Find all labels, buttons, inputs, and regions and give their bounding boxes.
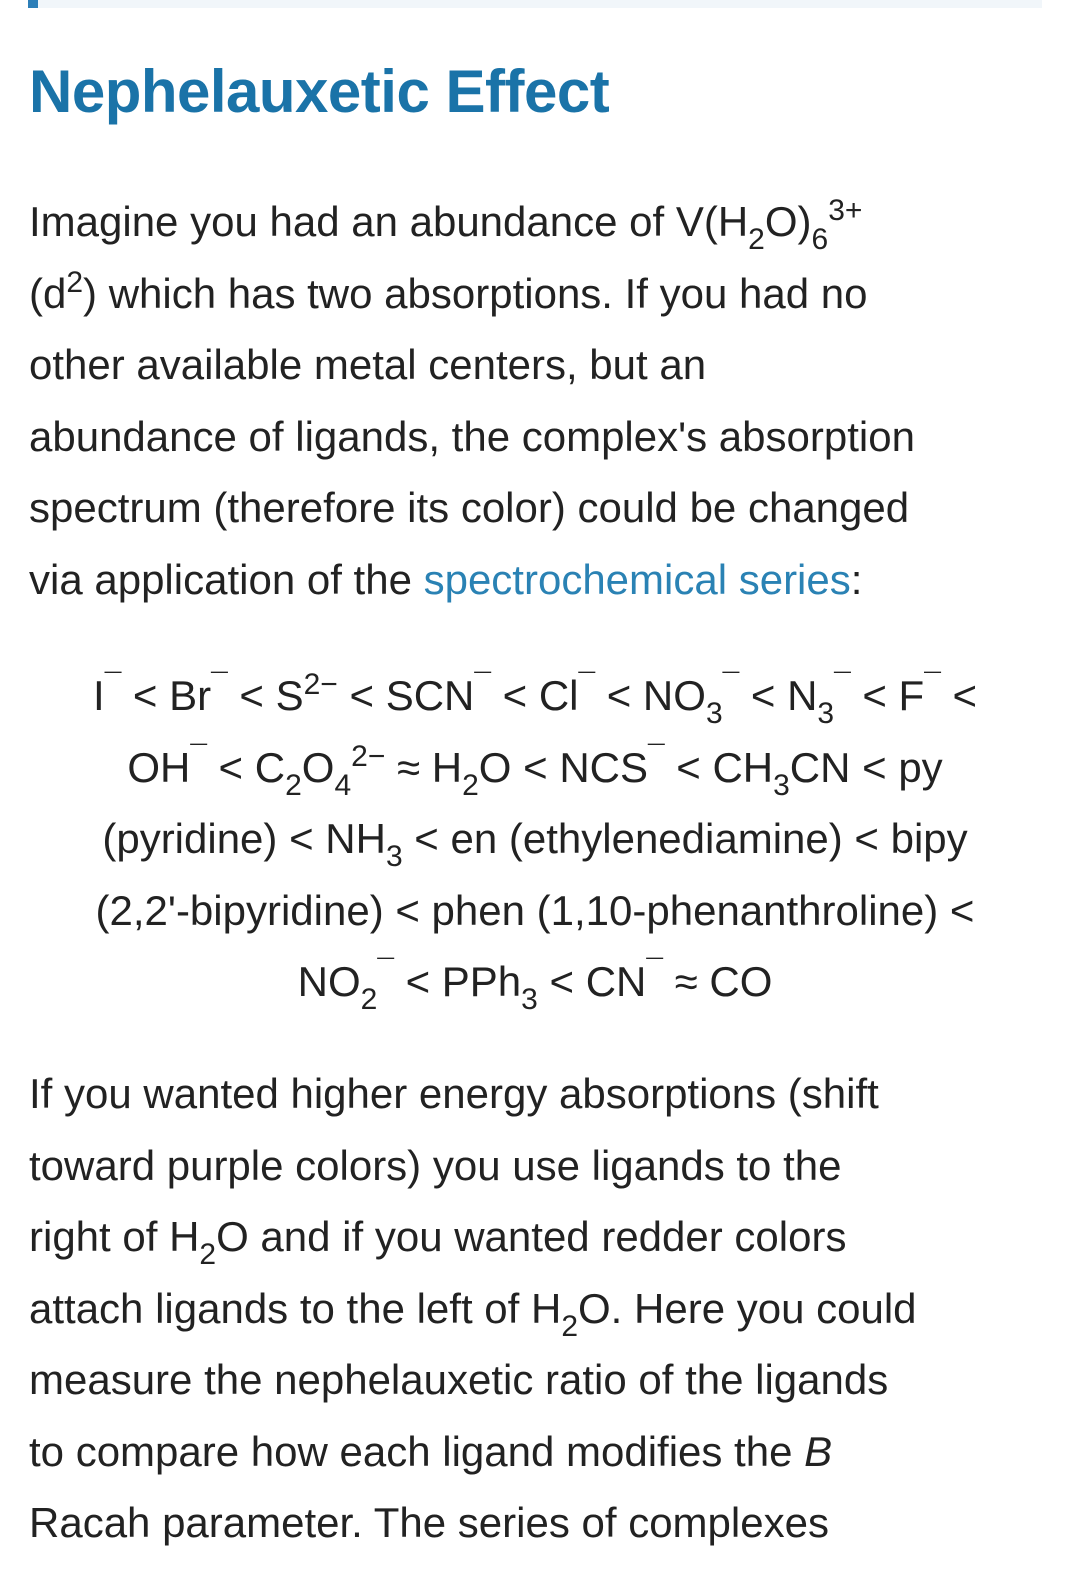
- body-line-1: If you wanted higher energy absorptions (shift: [29, 1070, 879, 1117]
- series-line-5: [30, 946, 1040, 1018]
- subscript: 3: [817, 697, 835, 730]
- spectrochemical-series-link[interactable]: spectrochemical series: [423, 555, 851, 603]
- superscript: ¯: [104, 668, 122, 701]
- series-text: OH: [127, 743, 191, 791]
- intro-line-3: other available metal centers, but an: [29, 341, 707, 388]
- subscript: 3: [773, 768, 790, 802]
- series-text: < N: [739, 672, 818, 719]
- series-text: < PPh: [393, 958, 522, 1005]
- intro-line-5: spectrum (therefore its color) could be changed: [29, 484, 910, 531]
- racah-b-symbol: B: [804, 1427, 833, 1475]
- superscript: ¯: [646, 954, 663, 987]
- superscript: ¯: [474, 668, 491, 701]
- body-line-3: right of $H_2O$ and if you wanted redder colors: [29, 1213, 847, 1271]
- intro-line-6: via application of the spectrochemical series:: [29, 555, 863, 603]
- series-line-2: [30, 732, 1040, 804]
- section-title: Nephelauxetic Effect: [29, 58, 610, 125]
- series-text: O: [301, 743, 335, 791]
- series-line-3: [30, 803, 1040, 875]
- series-text: < Br: [121, 672, 212, 719]
- superscript: 2−: [303, 668, 338, 701]
- series-text: ≈ H: [385, 743, 463, 791]
- body-line-5: measure the nephelauxetic ratio of the ligands: [29, 1356, 889, 1403]
- series-text: < SCN: [337, 672, 475, 719]
- body-line-2: toward purple colors) you use ligands to the: [29, 1141, 842, 1189]
- previous-section-box: [28, 0, 1042, 8]
- subscript: 3: [705, 697, 723, 730]
- subscript: 2: [462, 768, 479, 802]
- series-text: < CH: [664, 743, 774, 791]
- series-text: < Cl: [490, 672, 579, 719]
- superscript: ¯: [834, 668, 851, 701]
- series-text: < en (ethylenediamine) < bipy: [402, 815, 968, 862]
- series-text: (pyridine) < NH: [102, 815, 386, 862]
- series-text: < S: [227, 672, 304, 719]
- intro-line-4: abundance of ligands, the complex's absorption: [29, 412, 915, 460]
- superscript: ¯: [377, 954, 394, 987]
- subscript: 3: [521, 983, 538, 1016]
- series-text: I: [93, 672, 105, 719]
- subscript: 2: [285, 768, 302, 802]
- superscript: ¯: [211, 668, 228, 701]
- subscript: 4: [334, 768, 352, 802]
- spectrochemical-series-block: [30, 660, 1040, 1018]
- series-text: < C: [206, 743, 286, 791]
- superscript: ¯: [190, 739, 207, 773]
- intro-line-2: $(d^2)$ which has two absorptions. If you had no: [29, 265, 868, 317]
- series-line-1: [30, 660, 1040, 732]
- intro-line-1: Imagine you had an abundance of $V(H_2O)_6^{3+}$: [29, 194, 863, 256]
- superscript: ¯: [648, 739, 665, 773]
- series-line-4: [30, 875, 1040, 947]
- superscript: 2−: [351, 739, 386, 773]
- body-line-7: Racah parameter. The series of complexes: [29, 1499, 829, 1546]
- superscript: ¯: [924, 668, 941, 701]
- body-paragraph: [29, 1058, 1054, 1559]
- series-text: < NO: [595, 672, 706, 719]
- series-text: NO: [297, 958, 361, 1005]
- series-text: ≈ CO: [662, 958, 773, 1005]
- series-text: O < NCS: [478, 743, 648, 791]
- series-text: <: [940, 672, 977, 719]
- body-line-6: to compare how each ligand modifies the B: [29, 1427, 833, 1475]
- subscript: 3: [385, 840, 403, 873]
- series-text: CN < py: [789, 743, 943, 791]
- superscript: ¯: [722, 668, 740, 701]
- series-text: (2,2'-bipyridine) < phen (1,10-phenanthroline) <: [95, 886, 975, 934]
- series-text: < CN: [537, 958, 647, 1005]
- series-text: < F: [850, 672, 925, 719]
- intro-paragraph: [29, 186, 1054, 615]
- subscript: 2: [360, 983, 378, 1016]
- superscript: ¯: [578, 668, 596, 701]
- body-line-4: attach ligands to the left of $H_2O$. Here you could: [29, 1284, 917, 1343]
